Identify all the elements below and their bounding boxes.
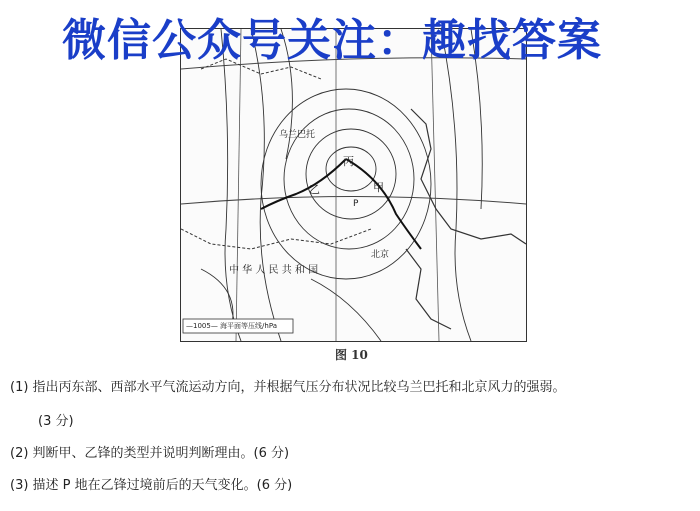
label-china: 中 华 人 民 共 和 国 xyxy=(229,265,319,276)
label-p: P xyxy=(353,199,359,209)
weather-map xyxy=(180,28,527,342)
label-wulanbatuo: 乌兰巴托 xyxy=(279,130,316,140)
label-jia: 甲 xyxy=(373,181,384,194)
question-1-score: (3 分) xyxy=(38,414,74,429)
watermark-text: 微信公众号关注：趣找答案 xyxy=(62,15,602,66)
label-yi: 乙 xyxy=(309,183,320,196)
question-2: (2) 判断甲、乙锋的类型并说明判断理由。(6 分) xyxy=(10,446,290,461)
figure-caption: 图 10 xyxy=(335,348,368,362)
question-3: (3) 描述 P 地在乙锋过境前后的天气变化。(6 分) xyxy=(10,478,293,493)
label-bing: 丙 xyxy=(343,155,354,168)
isobar-map-graphic xyxy=(181,29,526,341)
label-beijing: 北京 xyxy=(371,250,390,260)
map-legend: —1005— 海平面等压线/hPa xyxy=(186,322,278,330)
question-1: (1) 指出丙东部、西部水平气流运动方向，并根据气压分布状况比较乌兰巴托和北京风力的强弱。 xyxy=(10,380,566,395)
